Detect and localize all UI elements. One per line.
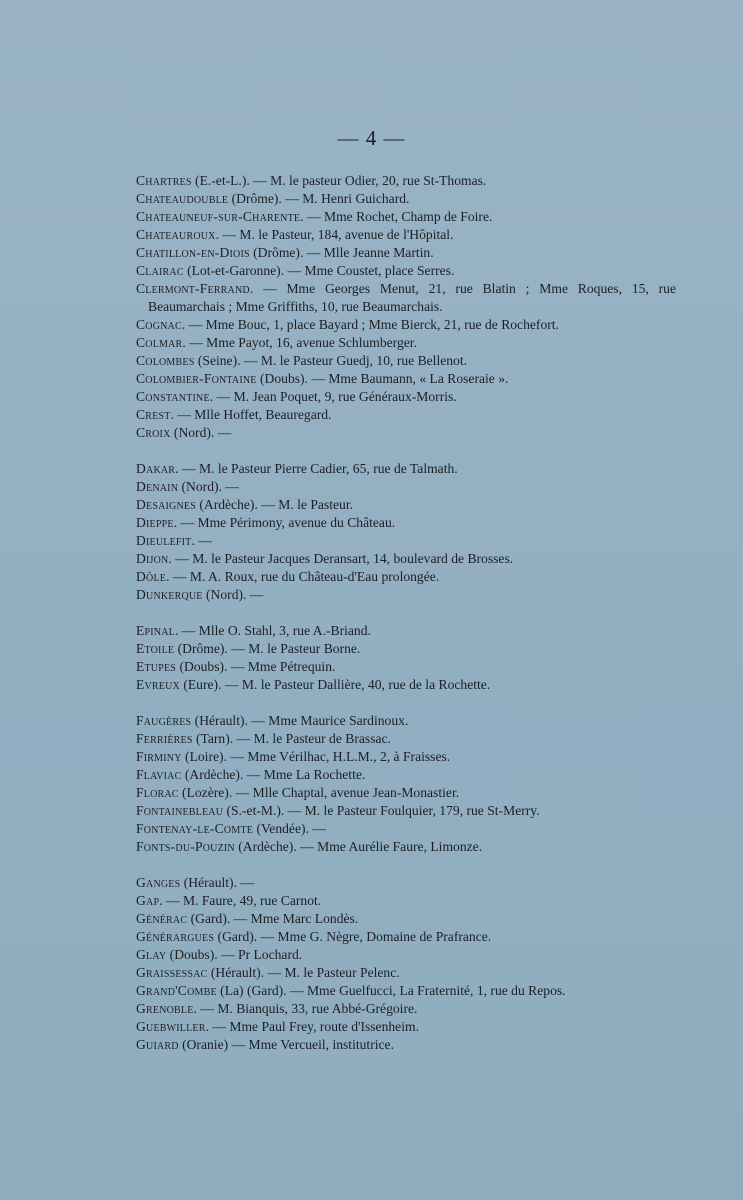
town-name: Evreux <box>136 677 180 692</box>
entry-details: (S.-et-M.). — M. le Pasteur Foulquier, 179, rue St-Merry. <box>223 803 540 818</box>
directory-entry <box>136 1036 676 1054</box>
directory-entry <box>136 892 676 910</box>
entry-details: (Eure). — M. le Pasteur Dallière, 40, rue de la Rochette. <box>179 677 491 692</box>
directory-entry <box>136 622 676 640</box>
town-name: Firminy <box>136 749 182 764</box>
directory-entry <box>136 370 676 388</box>
directory-entry <box>136 460 676 478</box>
entry-details: . — <box>191 533 212 548</box>
directory-entry <box>136 550 676 568</box>
directory-entry <box>136 532 676 550</box>
letter-group <box>136 622 676 694</box>
directory-entry <box>136 334 676 352</box>
letter-group <box>136 172 676 442</box>
town-name: Générac <box>136 911 188 926</box>
directory-entry <box>136 982 676 1000</box>
directory-entry <box>136 766 676 784</box>
directory-entry <box>136 802 676 820</box>
directory-entry <box>136 784 676 802</box>
directory-entry <box>136 946 676 964</box>
entry-details: (Nord). — <box>170 425 232 440</box>
town-name: Chateauroux <box>136 227 216 242</box>
directory-entry <box>136 496 676 514</box>
directory-entry <box>136 964 676 982</box>
entry-details: (Hérault). — M. le Pasteur Pelenc. <box>207 965 400 980</box>
town-name: Denain <box>136 479 179 494</box>
town-name: Chateauneuf-sur-Charente <box>136 209 301 224</box>
letter-group <box>136 712 676 856</box>
entry-details: (Drôme). — Mlle Jeanne Martin. <box>249 245 434 260</box>
entry-details: (Gard). — Mme Marc Londès. <box>187 911 359 926</box>
directory-entry <box>136 730 676 748</box>
entry-details: . — Mme Paul Frey, route d'Issenheim. <box>205 1019 419 1034</box>
entry-details: . — M. Jean Poquet, 9, rue Généraux-Morris. <box>209 389 457 404</box>
town-name: Etupes <box>136 659 177 674</box>
town-name: Gap <box>136 893 160 908</box>
entry-details: (Gard). — Mme G. Nègre, Domaine de Prafrance. <box>214 929 492 944</box>
town-name: Croix <box>136 425 171 440</box>
town-name: Chartres <box>136 173 192 188</box>
directory-entry <box>136 172 676 190</box>
town-name: Dieulefit <box>136 533 192 548</box>
entry-details: (Ardèche). — M. le Pasteur. <box>195 497 353 512</box>
town-name: Ferrières <box>136 731 193 746</box>
entry-details: (Drôme). — M. le Pasteur Borne. <box>174 641 361 656</box>
directory-entry <box>136 676 676 694</box>
directory-entry <box>136 658 676 676</box>
town-name: Desaignes <box>136 497 196 512</box>
directory-entry <box>136 208 676 226</box>
town-name: Glay <box>136 947 167 962</box>
directory-entry <box>136 874 676 892</box>
town-name: Epinal <box>136 623 175 638</box>
town-name: Dunkerque <box>136 587 203 602</box>
directory-entry <box>136 424 676 442</box>
entry-details: . — M. le Pasteur Jacques Deransart, 14, boulevard de Brosses. <box>168 551 514 566</box>
page-number: — 4 — <box>337 126 406 150</box>
entry-details: (Drôme). — M. Henri Guichard. <box>228 191 410 206</box>
town-name: Clairac <box>136 263 184 278</box>
letter-group <box>136 874 676 1054</box>
town-name: Colombier-Fontaine <box>136 371 257 386</box>
directory-entry <box>136 478 676 496</box>
directory-listing <box>136 172 676 1072</box>
town-name: Clermont-Ferrand <box>136 281 250 296</box>
entry-details: . — Mme Périmony, avenue du Château. <box>173 515 396 530</box>
directory-entry <box>136 226 676 244</box>
town-name: Cognac <box>136 317 182 332</box>
directory-entry <box>136 262 676 280</box>
directory-entry <box>136 568 676 586</box>
directory-entry <box>136 352 676 370</box>
entry-details: (Doubs). — Mme Pétrequin. <box>176 659 336 674</box>
directory-entry <box>136 910 676 928</box>
entry-details: (Hérault). — <box>180 875 254 890</box>
town-name: Crest <box>136 407 171 422</box>
town-name: Flaviac <box>136 767 182 782</box>
town-name: Etoile <box>136 641 175 656</box>
town-name: Colombes <box>136 353 195 368</box>
entry-details: (Loire). — Mme Vérilhac, H.L.M., 2, à Fraisses. <box>181 749 451 764</box>
entry-details: (La) (Gard). — Mme Guelfucci, La Fraternité, 1, rue du Repos. <box>216 983 566 998</box>
directory-entry <box>136 712 676 730</box>
entry-details: (Ardèche). — Mme La Rochette. <box>181 767 366 782</box>
entry-details: (Nord). — <box>202 587 264 602</box>
directory-entry <box>136 748 676 766</box>
entry-details: . — Mme Payot, 16, avenue Schlumberger. <box>182 335 417 350</box>
entry-details: (Tarn). — M. le Pasteur de Brassac. <box>192 731 391 746</box>
town-name: Guiard <box>136 1037 179 1052</box>
entry-details: . — Mme Bouc, 1, place Bayard ; Mme Bierck, 21, rue de Rochefort. <box>181 317 559 332</box>
town-name: Dôle <box>136 569 167 584</box>
directory-entry <box>136 244 676 262</box>
entry-details: (Seine). — M. le Pasteur Guedj, 10, rue Bellenot. <box>194 353 468 368</box>
entry-details: . — M. Bianquis, 33, rue Abbé-Grégoire. <box>193 1001 418 1016</box>
entry-details: . — M. Faure, 49, rue Carnot. <box>159 893 322 908</box>
town-name: Colmar <box>136 335 183 350</box>
directory-entry <box>136 514 676 532</box>
town-name: Fonts-du-Pouzin <box>136 839 235 854</box>
entry-details: (Lozère). — Mlle Chaptal, avenue Jean-Monastier. <box>178 785 460 800</box>
directory-entry <box>136 190 676 208</box>
entry-details: . — Mme Rochet, Champ de Foire. <box>300 209 493 224</box>
directory-entry <box>136 838 676 856</box>
directory-entry <box>136 406 676 424</box>
entry-details: . — Mme Georges Menut, 21, rue Blatin ; Mme Roques, 15, rue Beaumarchais ; Mme Griffiths, 10, rue Beaumarchais. <box>148 281 676 314</box>
directory-entry <box>136 1018 676 1036</box>
entry-details: . — Mlle Hoffet, Beauregard. <box>170 407 332 422</box>
entry-details: (E.-et-L.). — M. le pasteur Odier, 20, rue St-Thomas. <box>191 173 487 188</box>
directory-entry <box>136 316 676 334</box>
entry-details: (Nord). — <box>178 479 239 494</box>
town-name: Guebwiller <box>136 1019 206 1034</box>
entry-details: (Doubs). — Mme Baumann, « La Roseraie ». <box>256 371 509 386</box>
town-name: Dieppe <box>136 515 174 530</box>
entry-details: (Hérault). — Mme Maurice Sardinoux. <box>191 713 409 728</box>
town-name: Ganges <box>136 875 181 890</box>
town-name: Chateaudouble <box>136 191 229 206</box>
town-name: Fontenay-le-Comte <box>136 821 254 836</box>
town-name: Faugères <box>136 713 192 728</box>
entry-details: . — M. le Pasteur, 184, avenue de l'Hôpital. <box>215 227 454 242</box>
town-name: Grand'Combe <box>136 983 217 998</box>
directory-entry <box>136 640 676 658</box>
entry-details: (Oranie) — Mme Vercueil, institutrice. <box>178 1037 394 1052</box>
town-name: Fontainebleau <box>136 803 224 818</box>
entry-details: (Vendée). — <box>253 821 326 836</box>
directory-entry <box>136 820 676 838</box>
letter-group <box>136 460 676 604</box>
town-name: Constantine <box>136 389 210 404</box>
town-name: Grenoble <box>136 1001 194 1016</box>
directory-entry <box>136 280 676 316</box>
town-name: Graissessac <box>136 965 208 980</box>
directory-entry <box>136 928 676 946</box>
entry-details: . — M. A. Roux, rue du Château-d'Eau prolongée. <box>166 569 440 584</box>
directory-entry <box>136 586 676 604</box>
town-name: Florac <box>136 785 179 800</box>
town-name: Dijon <box>136 551 169 566</box>
town-name: Chatillon-en-Diois <box>136 245 250 260</box>
entry-details: (Ardèche). — Mme Aurélie Faure, Limonze. <box>234 839 483 854</box>
town-name: Dakar <box>136 461 176 476</box>
entry-details: . — M. le Pasteur Pierre Cadier, 65, rue de Talmath. <box>175 461 458 476</box>
directory-entry <box>136 388 676 406</box>
entry-details: (Lot-et-Garonne). — Mme Coustet, place Serres. <box>183 263 455 278</box>
entry-details: . — Mlle O. Stahl, 3, rue A.-Briand. <box>174 623 371 638</box>
entry-details: (Doubs). — Pr Lochard. <box>166 947 303 962</box>
town-name: Générargues <box>136 929 215 944</box>
directory-entry <box>136 1000 676 1018</box>
